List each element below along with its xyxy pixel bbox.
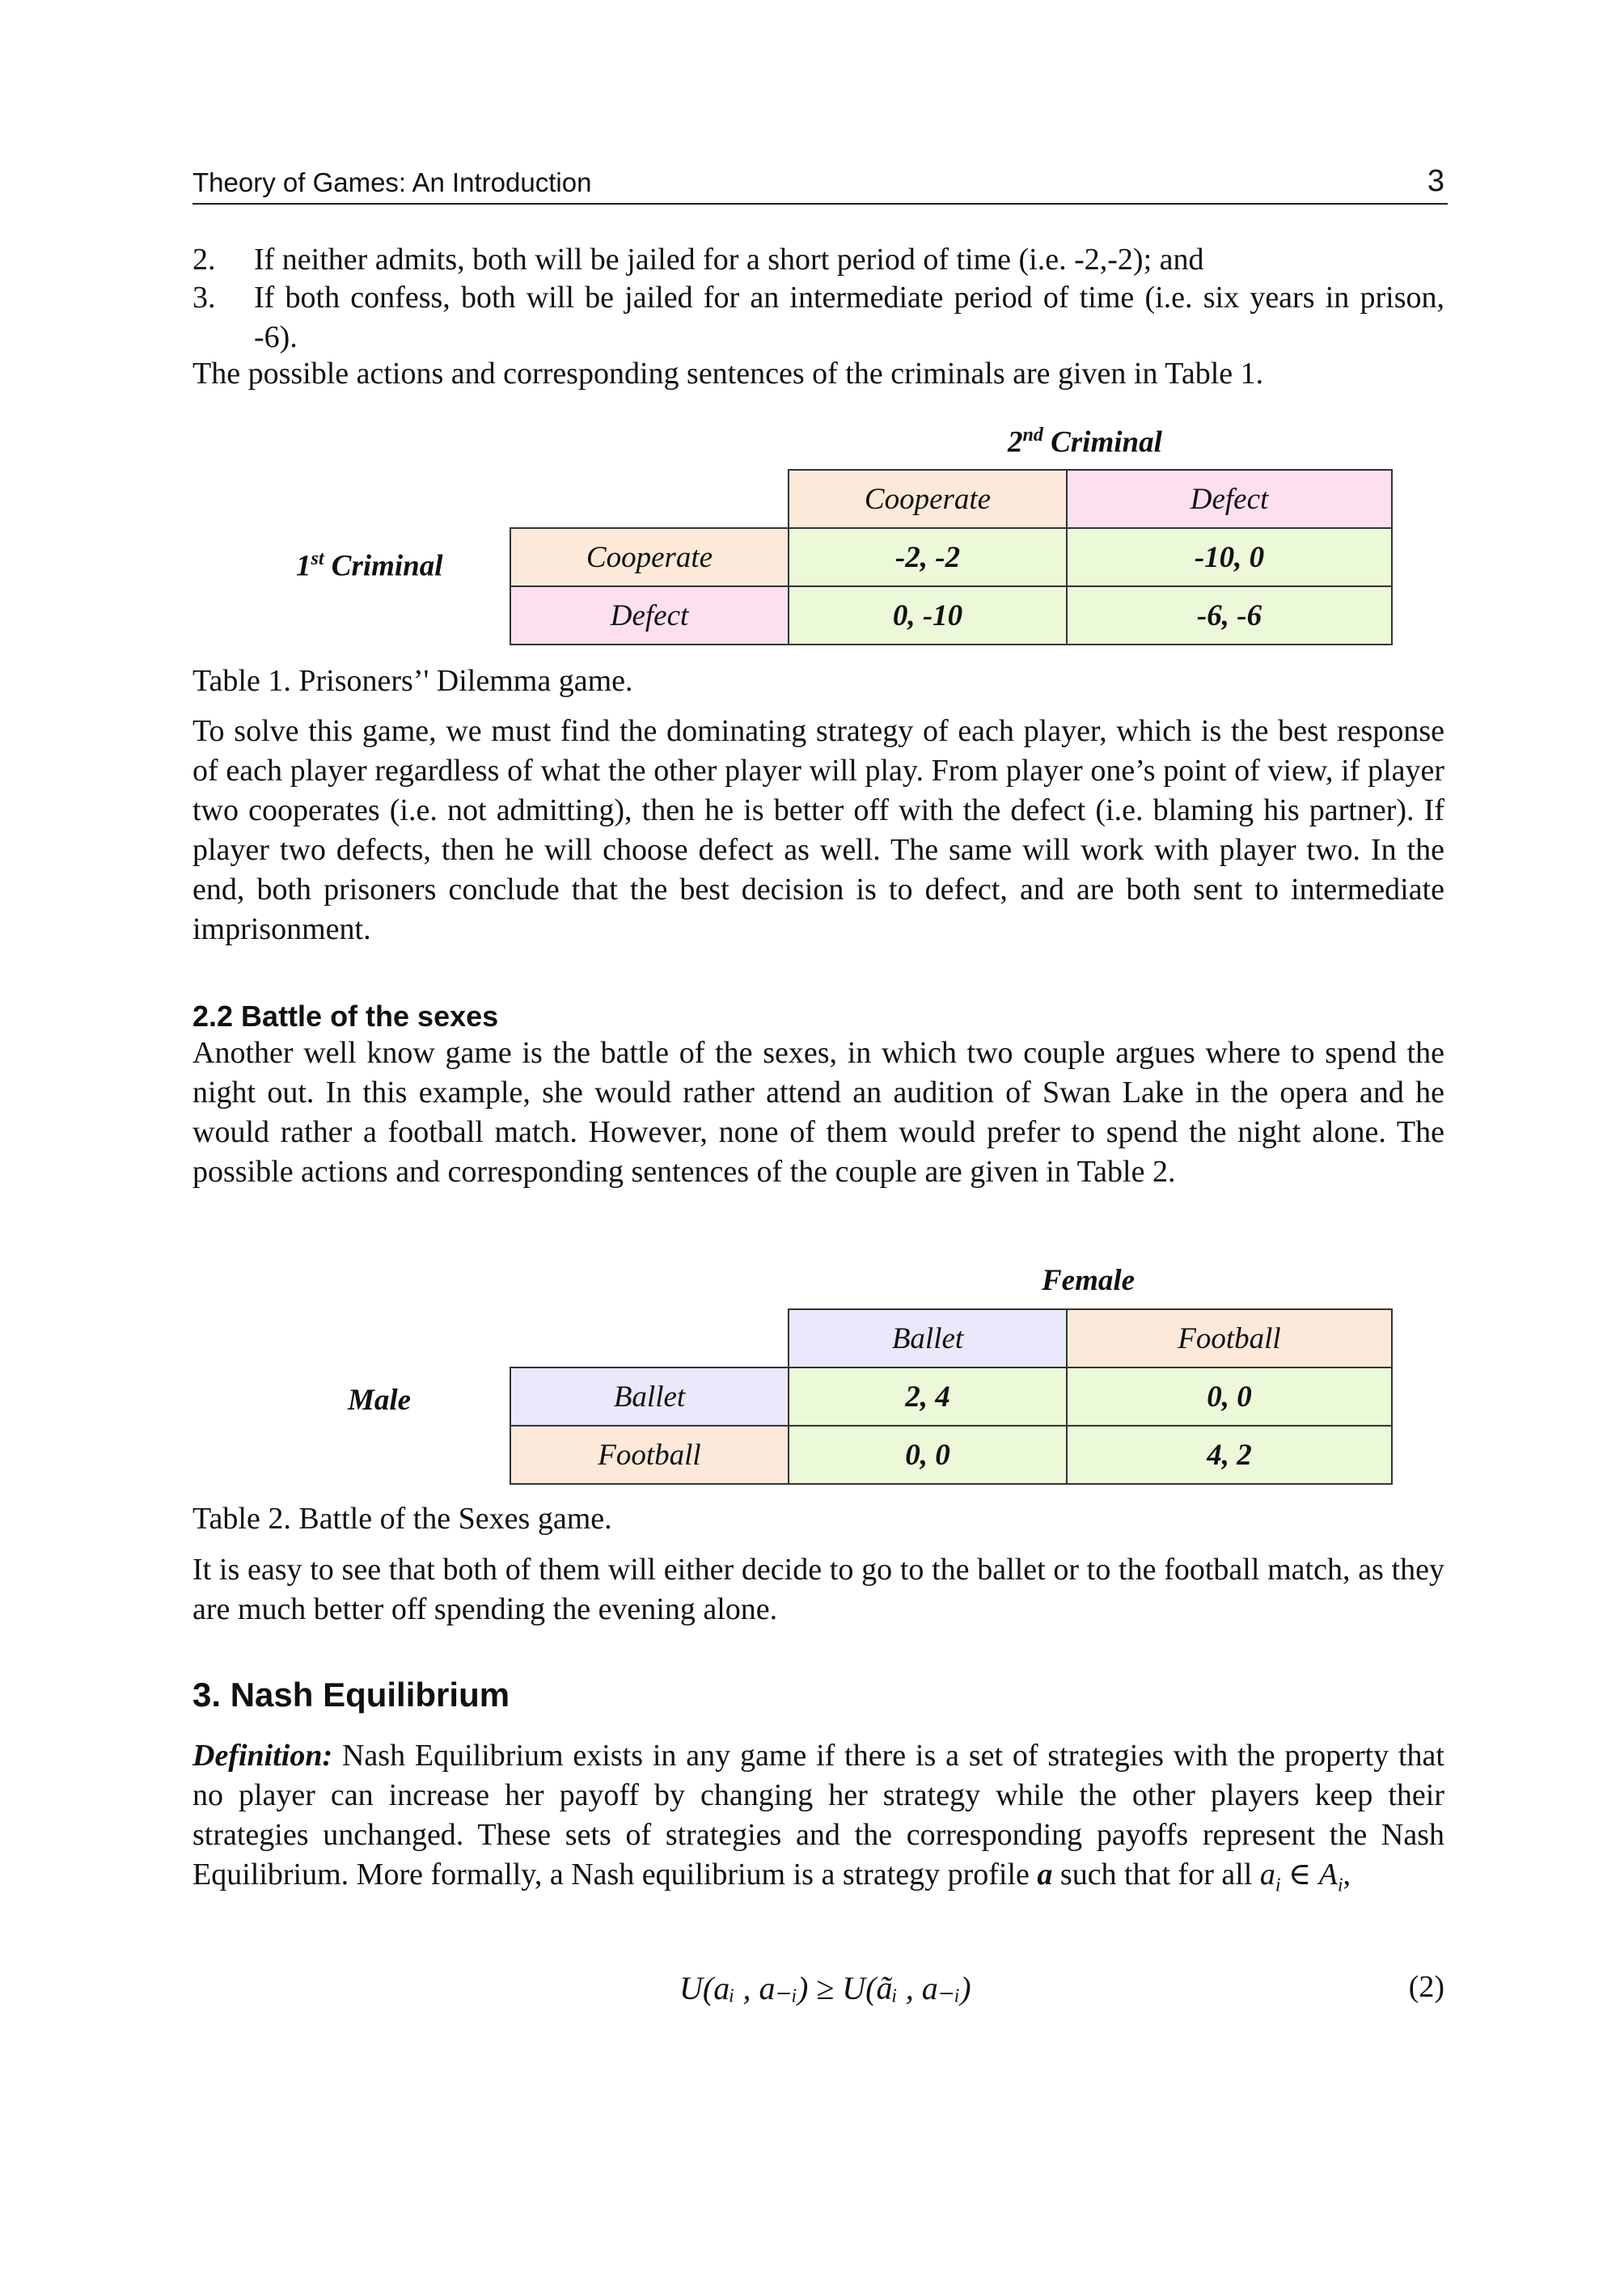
table1-row-header-cooperate: Cooperate [510,527,789,587]
ai-subscript: i [1275,1875,1281,1896]
list-item-number: 3. [192,281,216,315]
table1-intro: The possible actions and corresponding sentences of the criminals are given in Table 1. [192,357,1264,391]
definition-text: Nash Equilibrium exists in any game if there is a set of strategies with the property that no player can increase her payoff by changing her strategy while the other players keep their strategies unchanged. These sets of strategies and the corresponding payoffs represent the Nash Equilibrium. More formally, a Nash equilibrium is a strategy profile [192,1739,1444,1892]
list-item-text: If both confess, both will be jailed for an intermediate period of time (i.e. six years in prison, -6). [254,281,1444,354]
section-heading-2-2: 2.2 Battle of the sexes [192,1000,499,1033]
comma: , [1343,1858,1351,1892]
for-all-text: such that for all [1052,1858,1260,1892]
table1-caption: Table 1. Prisoners’' Dilemma game. [192,664,633,698]
definition-label: Definition: [192,1739,333,1773]
paragraph-battle: Another well know game is the battle of the sexes, in which two couple argues where to spend the night out. In this example, she would rather attend an audition of Swan Lake in the opera and he would rather a football match. However, none of them would prefer to spend the night alone. The possible actions and corresponding sentences of the couple are given in Table 2. [192,1036,1444,1189]
paragraph-definition [192,1736,1444,1906]
table1-row-player [296,548,443,583]
table2-caption: Table 2. Battle of the Sexes game. [192,1502,612,1536]
Ai-symbol: A [1318,1858,1338,1892]
table1-row-player-ordinal: st [311,548,324,569]
table1-row-player-label: Criminal [324,549,443,583]
list-item-text: If neither admits, both will be jailed for a short period of time (i.e. -2,-2); and [254,243,1204,277]
list-item-number: 2. [192,243,216,277]
paragraph-easy: It is easy to see that both of them will either decide to go to the ballet or to the football match, as they are much better off spending the evening alone. [192,1553,1444,1626]
table2-cell: 0, 0 [788,1425,1068,1485]
table1-column-player [1008,425,1162,459]
table2-col-header-football: Football [1066,1308,1393,1368]
table1-col-header-defect: Defect [1066,469,1393,529]
table2-column-player: Female [1042,1264,1136,1297]
table1-column-player-ordinal: nd [1022,425,1043,446]
table2-row-header-football: Football [510,1425,789,1485]
equation-2: U(aᵢ , a₋ᵢ) ≥ U(ãᵢ , a₋ᵢ) [679,1970,971,2006]
table1-column-player-label: Criminal [1042,425,1162,459]
table2-col-header-ballet: Ballet [788,1308,1068,1368]
Ai-subscript: i [1337,1875,1343,1896]
table1-cell: -6, -6 [1066,585,1393,645]
table2-cell: 4, 2 [1066,1425,1393,1485]
table1-cell: -10, 0 [1066,527,1393,587]
table2-row-player: Male [348,1384,412,1417]
paragraph-solve: To solve this game, we must find the dominating strategy of each player, which is the best response of each player regardless of what the other player will play. From player one’s point of view, if player two cooperates (i.e. not admitting), then he is better off with the defect (i.e. blaming his partner). If player two defects, then he will choose defect as well. The same will work with player two. In the end, both prisoners conclude that the best decision is to defect, and are both sent to intermediate imprisonment. [192,714,1444,946]
header-title: Theory of Games: An Introduction [192,167,592,197]
table1-column-player-number: 2 [1008,425,1023,459]
table1-row-header-defect: Defect [510,585,789,645]
table1-row-player-number: 1 [296,549,311,583]
page-number: 3 [1427,164,1444,198]
table2-row-header-ballet: Ballet [510,1367,789,1427]
ai-symbol: a [1259,1858,1275,1892]
table1-col-header-cooperate: Cooperate [788,469,1068,529]
table1-cell: 0, -10 [788,585,1068,645]
section-heading-3: 3. Nash Equilibrium [192,1676,510,1714]
table2-cell: 0, 0 [1066,1367,1393,1427]
element-of-symbol: ∈ [1288,1858,1312,1892]
table1-cell: -2, -2 [788,527,1068,587]
table2-cell: 2, 4 [788,1367,1068,1427]
running-header [192,164,1448,205]
profile-symbol: a [1037,1858,1053,1892]
equation-number: (2) [1408,1970,1444,2004]
